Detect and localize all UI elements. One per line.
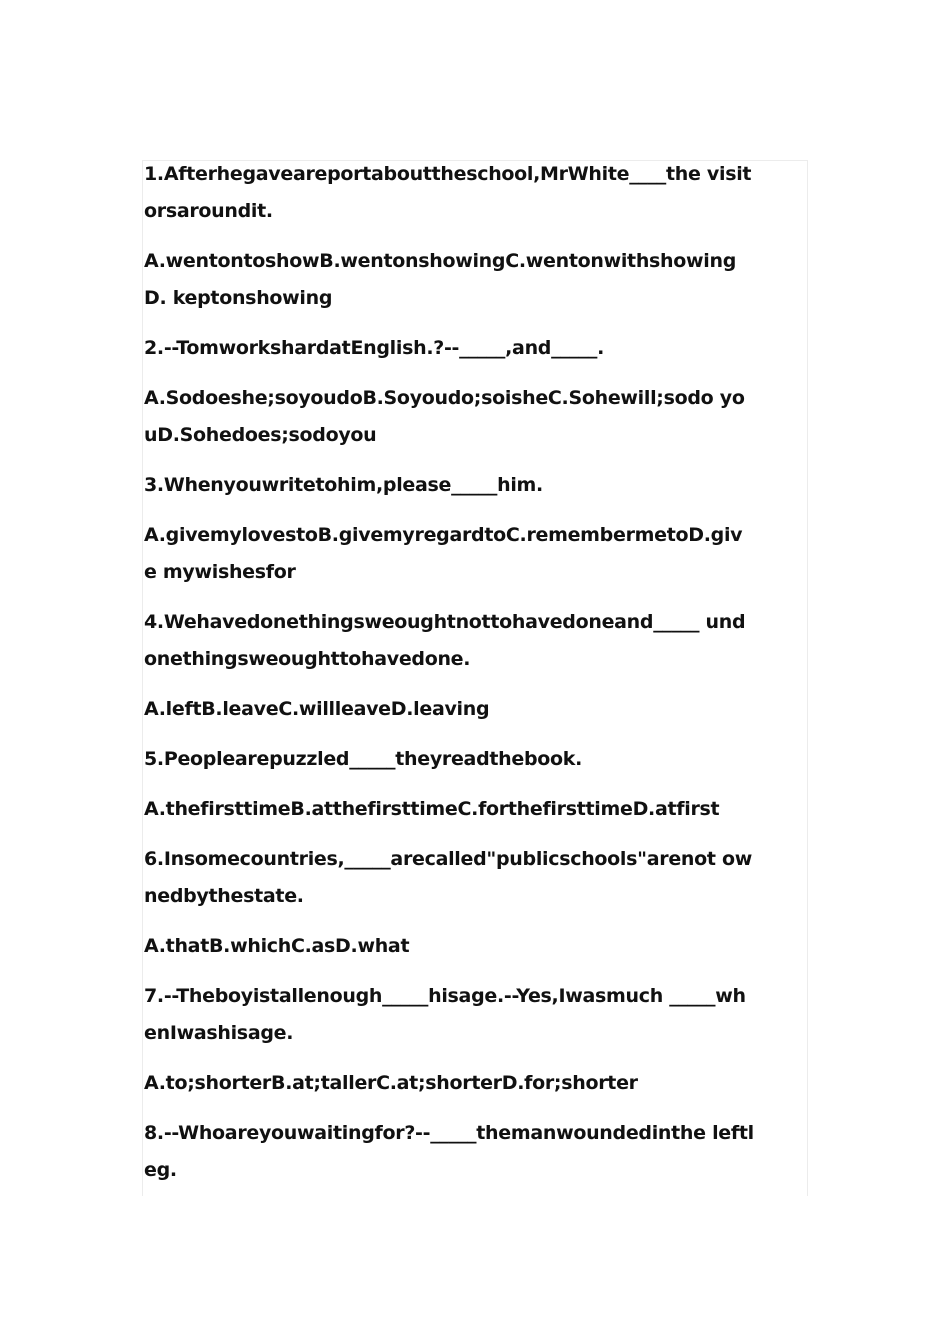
options-1: A.wentontoshowB.wentonshowingC.wentonwithshowingD. keptonshowing [144,250,737,309]
question-7: 7.--Theboyistallenough_____hisage.--Yes,Iwasmuch _____whenIwashisage. [144,985,746,1044]
question-8: 8.--Whoareyouwaitingfor?--_____themanwoundedinthe leftleg. [144,1122,754,1181]
question-4: 4.Wehavedonethingsweoughtnottohavedoneand_____ undonethingsweoughttohavedone. [144,611,746,670]
options-4: A.leftB.leaveC.willleaveD.leaving [144,698,490,720]
options-7: A.to;shorterB.at;tallerC.at;shorterD.for;shorter [144,1072,638,1094]
question-2: 2.--TomworkshardatEnglish.?--_____,and_____. [144,337,605,359]
options-5: A.thefirsttimeB.atthefirsttimeC.forthefirsttimeD.atfirst [144,798,720,820]
question-6: 6.Insomecountries,_____arecalled"publicschools"arenot ownedbythestate. [144,848,753,907]
options-2: A.Sodoeshe;soyoudoB.Soyoudo;soisheC.Sohewill;sodo youD.Sohedoes;sodoyou [144,387,745,446]
question-5: 5.Peoplearepuzzled_____theyreadthebook. [144,748,583,770]
document-body [144,156,754,1202]
question-3: 3.Whenyouwritetohim,please_____him. [144,474,543,496]
options-3: A.givemylovestoB.givemyregardtoC.remembermetoD.give mywishesfor [144,524,743,583]
options-6: A.thatB.whichC.asD.what [144,935,410,957]
question-1: 1.Afterhegaveareportabouttheschool,MrWhite____the visitorsaroundit. [144,163,752,222]
